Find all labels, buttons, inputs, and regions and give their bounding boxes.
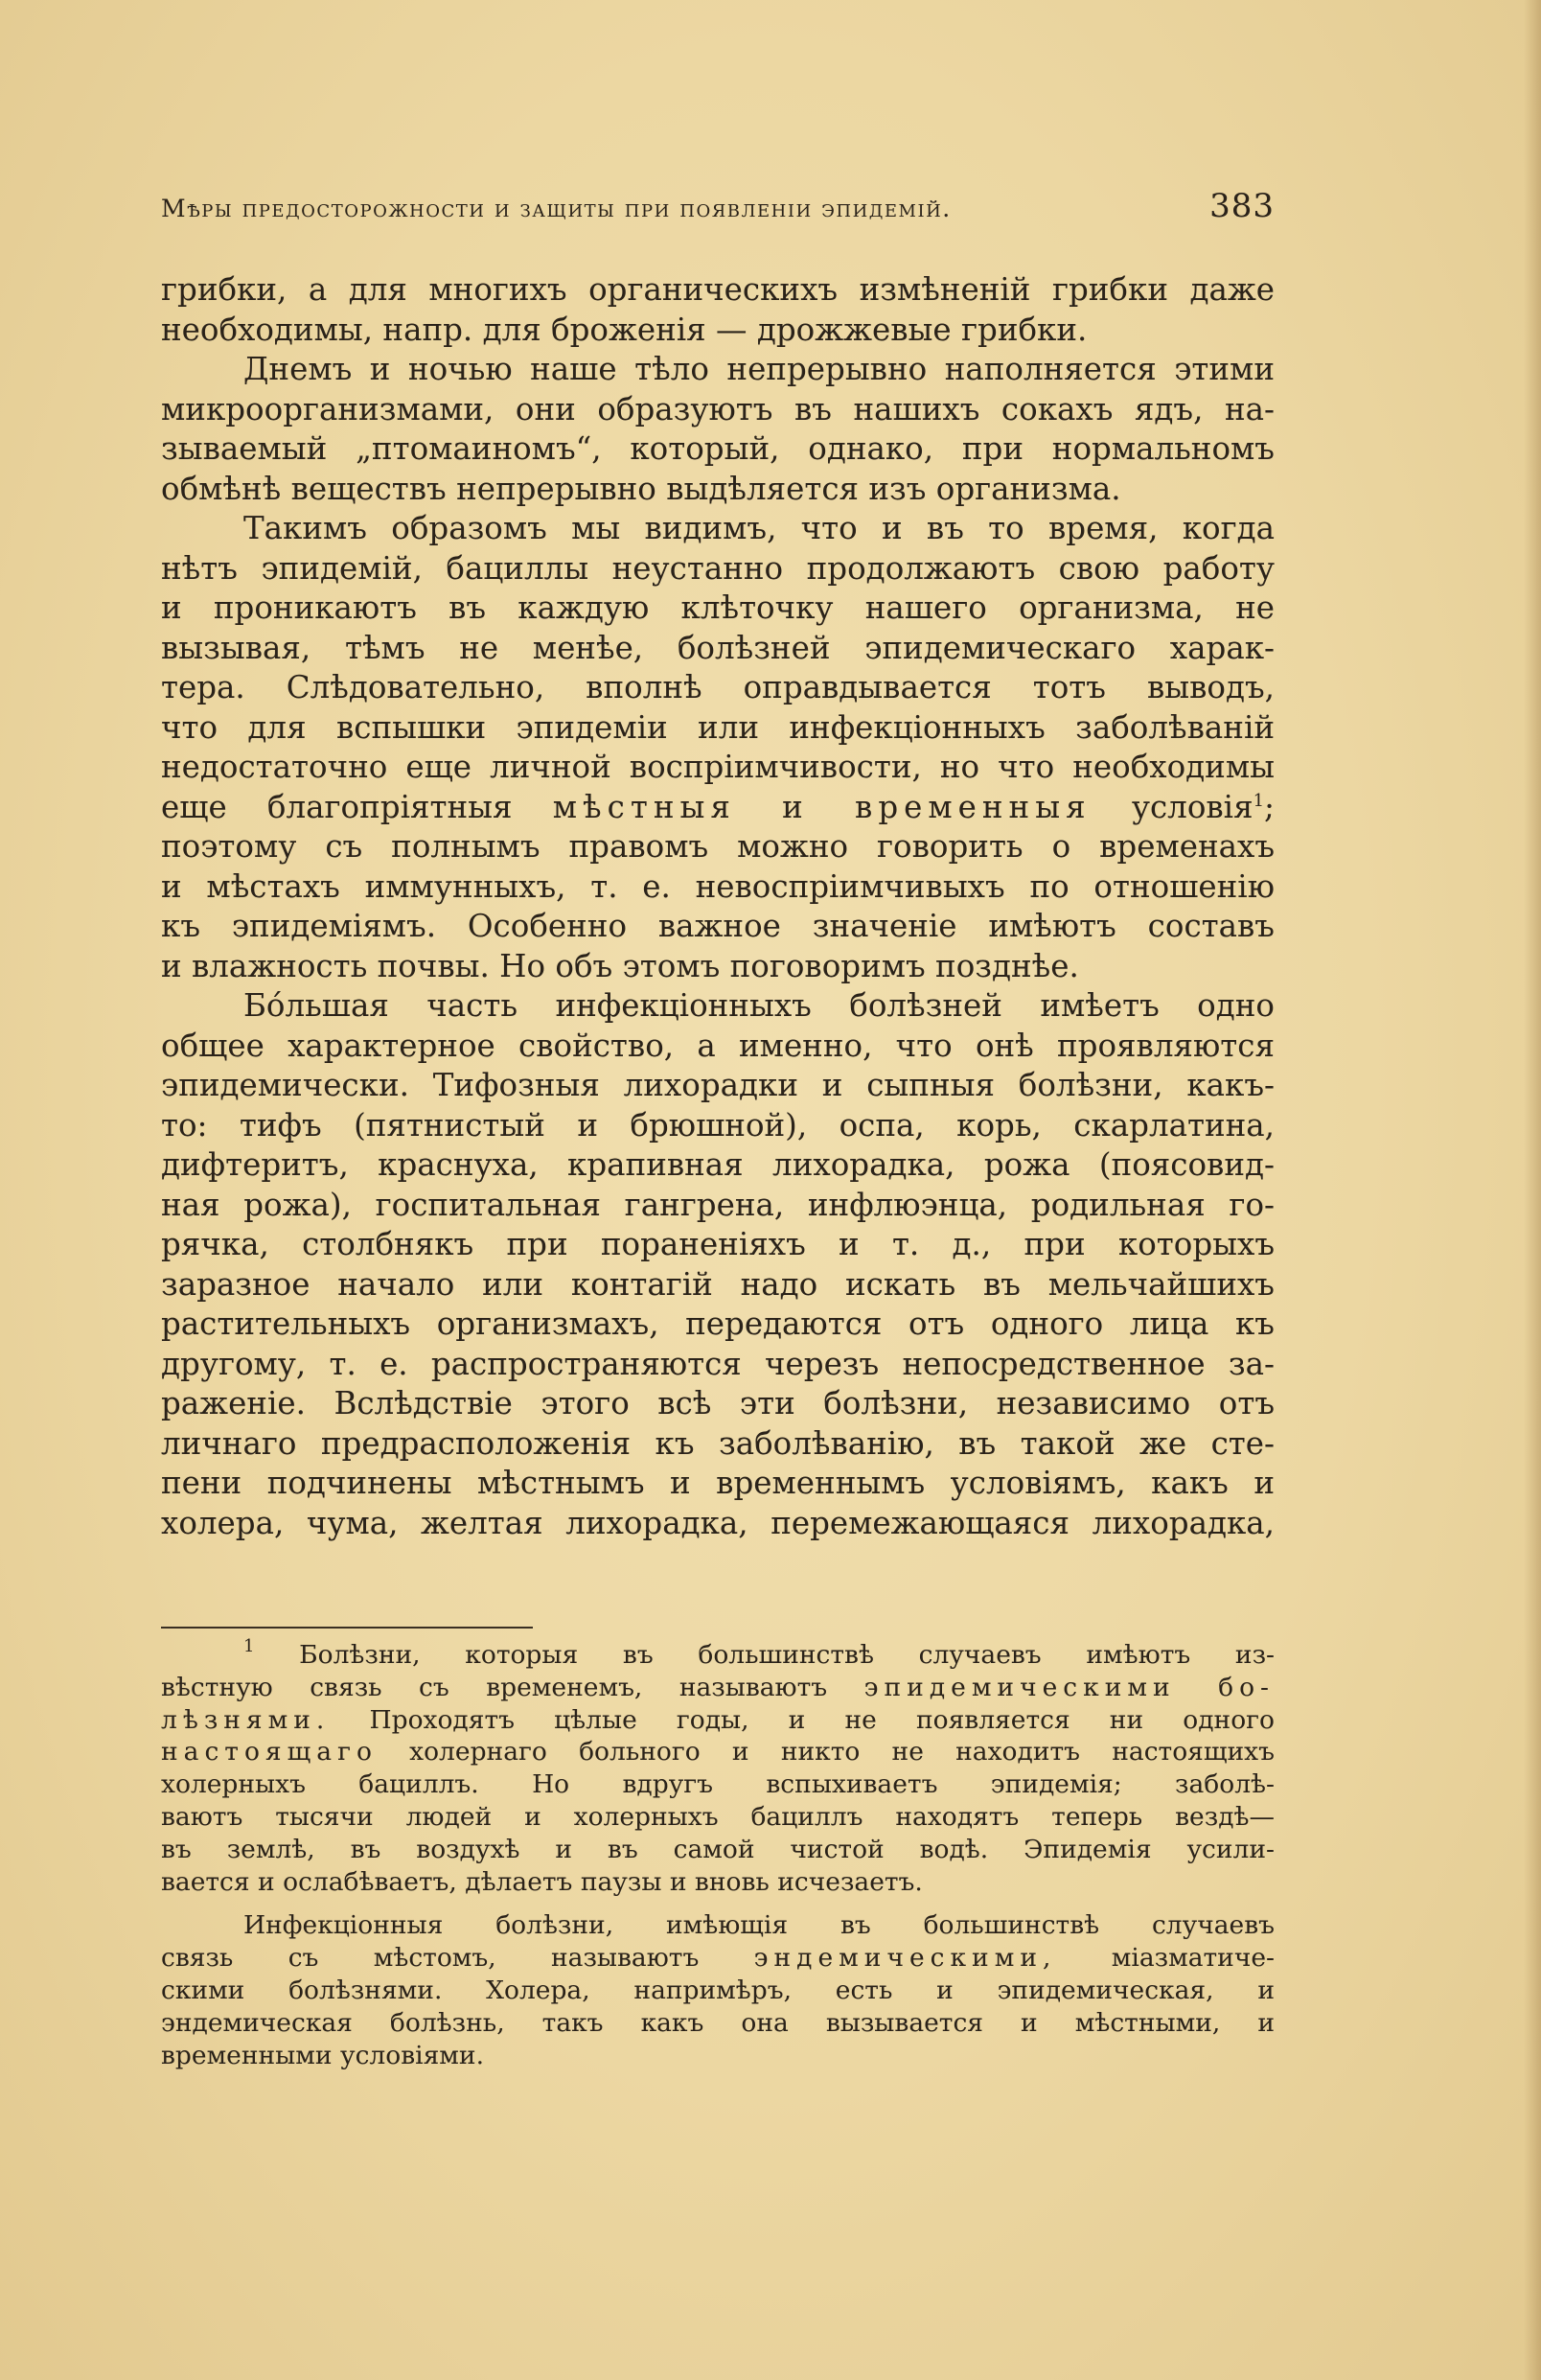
text-line [161, 1225, 1275, 1265]
text-line [161, 1027, 1275, 1067]
line-text: необходимы, напр. для броженія — дрожжевые грибки. [161, 311, 1088, 348]
note-tail: міазматиче- [1111, 1943, 1275, 1974]
text-line [161, 1345, 1275, 1385]
line-text: заразное начало или контагій надо искать въ мельчайшихъ [161, 1265, 1275, 1303]
main-text [161, 270, 1275, 1543]
line-text: растительныхъ организмахъ, передаются отъ одного лица къ [161, 1306, 1275, 1342]
note-text: связь съ мѣстомъ, называютъ [161, 1943, 700, 1974]
line-text: микроорганизмами, они образуютъ въ нашихъ сокахъ ядъ, на- [161, 390, 1275, 427]
text-line [161, 986, 1275, 1027]
footnote-line [161, 1704, 1275, 1737]
spaced-text: настоящаго [161, 1737, 378, 1768]
note-text: холерныхъ бациллъ. Но вдругъ вспыхиваетъ эпидемія; заболѣ- [161, 1769, 1275, 1800]
line-text: недостаточно еще личной воспріимчивости, но что необходимы [161, 749, 1275, 785]
footnote-line [161, 1636, 1275, 1672]
text-line [161, 867, 1275, 908]
line-text: поэтому съ полнымъ правомъ можно говорить о временахъ [161, 828, 1275, 865]
text-line [161, 827, 1275, 867]
line-text: то: тифъ (пятнистый и брюшной), оспа, корь, скарлатина, [161, 1106, 1275, 1144]
footnotes [161, 1636, 1275, 2071]
footnote-line [161, 2040, 1275, 2072]
line-end: ; [1264, 788, 1275, 825]
text-line [161, 1265, 1275, 1306]
line-text: нѣтъ эпидемій, бациллы неустанно продолжаютъ свою работу [161, 549, 1275, 587]
text-line [161, 668, 1275, 708]
footnote-line [161, 1672, 1275, 1704]
line-text: эпидемически. Тифозныя лихорадки и сыпныя болѣзни, какъ- [161, 1067, 1275, 1103]
footnote-separator [161, 1627, 533, 1629]
line-text: къ эпидеміямъ. Особенно важное значеніе имѣютъ составъ [161, 908, 1275, 944]
line-text: дифтеритъ, краснуха, крапивная лихорадка, рожа (поясовид- [161, 1146, 1275, 1183]
text-line [161, 629, 1275, 669]
line-text: ная рожа), госпитальная гангрена, инфлюэнца, родильная го- [161, 1186, 1275, 1223]
footnote-line [161, 1909, 1275, 1942]
running-head: Мѣры предосторожности и защиты при появленіи эпидемій. [161, 195, 952, 222]
text-line [161, 270, 1275, 311]
page-edge-shadow [1524, 0, 1541, 2380]
text-line [161, 748, 1275, 788]
line-text: общее характерное свойство, а именно, что онѣ проявляются [161, 1027, 1275, 1064]
note-text: холернаго больного и никто не находитъ настоящихъ [409, 1737, 1275, 1768]
line-text: зываемый „птомаиномъ“, который, однако, при нормальномъ [161, 430, 1275, 467]
footnote-line [161, 1866, 1275, 1899]
footnote-line [161, 1975, 1275, 2007]
note-text: эндемическая болѣзнь, такъ какъ она вызывается и мѣстными, и [161, 2007, 1275, 2038]
line-text: рячка, столбнякъ при пораненіяхъ и т. д., при которыхъ [161, 1226, 1275, 1262]
footnote-ref: 1 [1253, 790, 1265, 811]
text-line [161, 1424, 1275, 1465]
note-text: Проходятъ цѣлые годы, и не появляется ни одного [369, 1704, 1275, 1735]
line-text: холера, чума, желтая лихорадка, перемежающаяся лихорадка, [161, 1504, 1275, 1541]
line-text: Такимъ образомъ мы видимъ, что и въ то время, когда [243, 510, 1275, 546]
spaced-text: мѣстныя и временныя [552, 788, 1092, 825]
note-text: временными условіями. [161, 2040, 485, 2070]
note-text: ваютъ тысячи людей и холерныхъ бациллъ находятъ теперь вездѣ— [161, 1801, 1275, 1832]
footnote-line [161, 1834, 1275, 1866]
footnote-line [161, 1768, 1275, 1801]
spaced-text: лѣзнями. [161, 1704, 331, 1735]
line-text: вызывая, тѣмъ не менѣе, болѣзней эпидемическаго харак- [161, 629, 1275, 666]
text-line [161, 788, 1275, 828]
note-text: скими болѣзнями. Холера, напримѣръ, есть и эпидемическая, и [161, 1975, 1275, 2005]
line-text: и влажность почвы. Но объ этомъ поговоримъ позднѣе. [161, 947, 1079, 984]
line-tail: условія [1131, 788, 1254, 825]
line-text: другому, т. е. распространяются черезъ непосредственное за- [161, 1345, 1275, 1382]
text-line [161, 1305, 1275, 1345]
footnote-line [161, 1736, 1275, 1768]
text-line [161, 311, 1275, 351]
note-text: Инфекціонныя болѣзни, имѣющія въ большинствѣ случаевъ [243, 1910, 1275, 1941]
note-text: вѣстную связь съ временемъ, называютъ [161, 1672, 828, 1702]
line-text: тера. Слѣдовательно, вполнѣ оправдывается тотъ выводъ, [161, 669, 1275, 705]
text-line [161, 350, 1275, 390]
footnote-gap [161, 1898, 1275, 1909]
text-line [161, 390, 1275, 430]
line-text: что для вспышки эпидеміи или инфекціонныхъ заболѣваній [161, 708, 1275, 746]
text-line [161, 947, 1275, 987]
line-text: еще благопріятныя [161, 788, 513, 825]
text-line [161, 1066, 1275, 1106]
text-line [161, 708, 1275, 749]
footnote-line [161, 1801, 1275, 1834]
text-line [161, 470, 1275, 510]
text-line [161, 1145, 1275, 1186]
text-line [161, 509, 1275, 549]
footnote-marker: 1 [243, 1636, 255, 1656]
note-text: въ землѣ, въ воздухѣ и въ самой чистой водѣ. Эпидемія усили- [161, 1834, 1275, 1864]
text-line [161, 429, 1275, 470]
text-line [161, 1106, 1275, 1146]
line-text: пени подчинены мѣстнымъ и временнымъ условіямъ, какъ и [161, 1465, 1275, 1501]
text-line [161, 549, 1275, 589]
line-text: личнаго предрасположенія къ заболѣванію, въ такой же сте- [161, 1424, 1275, 1462]
line-text: грибки, а для многихъ органическихъ измѣненій грибки даже [161, 271, 1275, 308]
text-line [161, 1186, 1275, 1226]
text-line [161, 1384, 1275, 1424]
text-line [161, 589, 1275, 629]
note-text: вается и ослабѣваетъ, дѣлаетъ паузы и вновь исчезаетъ. [161, 1866, 923, 1897]
footnote-line [161, 2007, 1275, 2040]
text-line [161, 1504, 1275, 1544]
page-header [161, 187, 1275, 229]
line-text: и проникаютъ въ каждую клѣточку нашего организма, не [161, 589, 1275, 626]
line-text: раженіе. Вслѣдствіе этого всѣ эти болѣзни, независимо отъ [161, 1385, 1275, 1421]
line-text: и мѣстахъ иммунныхъ, т. е. невоспріимчивыхъ по отношенію [161, 867, 1275, 905]
line-text: Бо́льшая часть инфекціонныхъ болѣзней имѣетъ одно [243, 987, 1275, 1024]
spaced-text: эндемическими, [753, 1943, 1057, 1974]
spaced-text: эпидемическими бо- [863, 1672, 1275, 1702]
line-text: обмѣнѣ веществъ непрерывно выдѣляется изъ организма. [161, 470, 1121, 507]
note-text: Болѣзни, которыя въ большинствѣ случаевъ имѣютъ из- [299, 1640, 1275, 1670]
text-line [161, 1464, 1275, 1504]
line-text: Днемъ и ночью наше тѣло непрерывно наполняется этими [243, 351, 1275, 387]
footnote-line [161, 1942, 1275, 1975]
page-number: 383 [1209, 187, 1275, 225]
text-line [161, 907, 1275, 947]
